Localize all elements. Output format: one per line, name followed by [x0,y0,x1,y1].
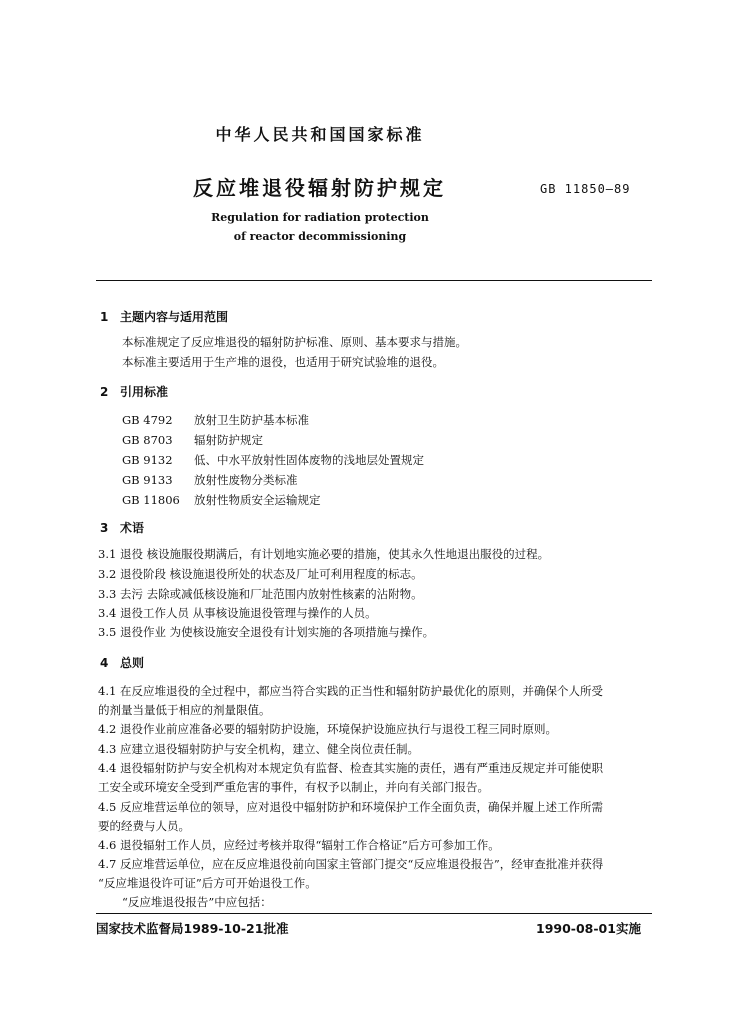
clause-line: 4.1 在反应堆退役的全过程中，都应当符合实践的正当性和辐射防护最优化的原则，并确保个人所受 [98,684,603,698]
term-item: 3.1 退役 核设施服役期满后，有计划地实施必要的措施，使其永久性地退出服役的过程。 [98,547,550,561]
section-number: 2 [100,385,109,399]
reference-title: 放射卫生防护基本标准 [194,413,309,427]
section-3-heading [100,519,144,536]
term-item: 3.5 退役作业 为使核设施安全退役有计划实施的各项措施与操作。 [98,625,435,639]
term-item: 3.3 去污 去除或减低核设施和厂址范围内放射性核素的沾附物。 [98,587,423,601]
clause-line: “反应堆退役许可证”后方可开始退役工作。 [98,876,317,890]
national-standard-heading: 中华人民共和国国家标准 [215,125,425,144]
reference-title: 放射性废物分类标准 [194,473,298,487]
section-title: 引用标准 [120,385,169,399]
header-divider [96,280,652,281]
clause-line: “反应堆退役报告”中应包括： [122,895,272,909]
reference-code: GB 8703 [122,433,173,447]
clause-line: 要的经费与人员。 [98,819,190,833]
section-2-heading [100,383,168,400]
clause-line: 4.3 应建立退役辐射防护与安全机构，建立、健全岗位责任制。 [98,742,419,756]
clause-line: 4.5 反应堆营运单位的领导，应对退役中辐射防护和环境保护工作全面负责，确保并履上述工作所需 [98,800,603,814]
reference-code: GB 4792 [122,413,173,427]
section-4-heading [100,654,144,671]
section-title: 总则 [120,656,145,670]
section-number: 1 [100,310,109,324]
section-number: 3 [100,521,109,535]
section-title: 主题内容与适用范围 [120,310,229,324]
reference-title: 放射性物质安全运输规定 [194,493,321,507]
section-number: 4 [100,656,109,670]
reference-code: GB 9132 [122,453,173,467]
footer-divider [96,913,652,914]
english-title-line1: Regulation for radiation protection [211,211,429,224]
term-item: 3.2 退役阶段 核设施退役所处的状态及厂址可利用程度的标志。 [98,567,423,581]
clause-line: 的剂量当量低于相应的剂量限值。 [98,703,271,717]
reference-code: GB 9133 [122,473,173,487]
reference-row [122,452,424,468]
reference-row [122,492,321,508]
reference-row [122,412,309,428]
reference-title: 低、中水平放射性固体废物的浅地层处置规定 [194,453,424,467]
section-1-paragraph-2: 本标准主要适用于生产堆的退役，也适用于研究试验堆的退役。 [122,355,444,369]
term-item: 3.4 退役工作人员 从事核设施退役管理与操作的人员。 [98,606,377,620]
clause-line: 4.7 反应堆营运单位，应在反应堆退役前向国家主管部门提交“反应堆退役报告”，经审查批准并获得 [98,857,604,871]
reference-code: GB 11806 [122,493,180,507]
effective-date: 1990-08-01实施 [536,921,641,936]
section-1-heading [100,308,228,325]
clause-line: 4.2 退役作业前应准备必要的辐射防护设施，环境保护设施应执行与退役工程三同时原则。 [98,722,557,736]
section-1-paragraph-1: 本标准规定了反应堆退役的辐射防护标准、原则、基本要求与措施。 [122,335,467,349]
reference-title: 辐射防护规定 [194,433,263,447]
section-title: 术语 [120,521,145,535]
standard-code: GB 11850—89 [540,182,631,196]
clause-line: 工安全或环境安全受到严重危害的事件，有权予以制止，并向有关部门报告。 [98,780,489,794]
clause-line: 4.4 退役辐射防护与安全机构对本规定负有监督、检查其实施的责任，遇有严重违反规定并可能使职 [98,761,603,775]
english-title-line2: of reactor decommissioning [233,230,407,243]
standard-title: 反应堆退役辐射防护规定 [193,176,446,200]
reference-row [122,472,298,488]
approval-date: 国家技术监督局1989-10-21批准 [96,921,289,936]
reference-row [122,432,263,448]
clause-line: 4.6 退役辐射工作人员，应经过考核并取得“辐射工作合格证”后方可参加工作。 [98,838,500,852]
